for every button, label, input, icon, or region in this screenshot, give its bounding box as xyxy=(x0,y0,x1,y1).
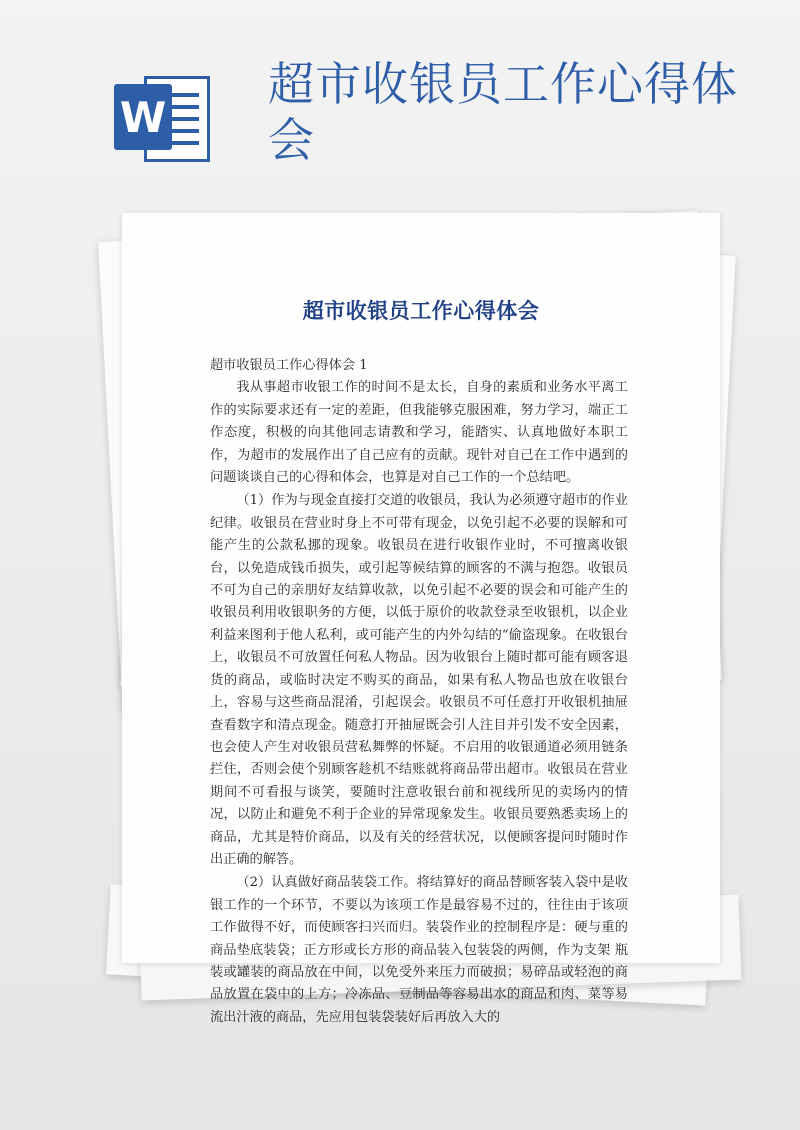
paragraph: （2）认真做好商品装袋工作。将结算好的商品替顾客装入袋中是收银工作的一个环节，不要以为该项工作是最容易不过的，往往由于该项工作做得不好，而使顾客扫兴而归。装袋作业的控制程序是：硬与重的商品垫底装袋；正方形或长方形的商品装入包装袋的两侧，作为支架 瓶装或罐装的商品放在中间，以免受外来压力而破损；易碎品或轻泡的商品放置在袋中的上方；冷冻品、豆制品等容易出水的商品和肉、菜等易流出汁液的商品，先应用包装袋装好后再放入大的 xyxy=(210,875,628,1025)
word-badge: W xyxy=(114,84,172,150)
paragraph: 我从事超市收银工作的时间不是太长，自身的素质和业务水平离工作的实际要求还有一定的差距，但我能够克服困难，努力学习，端正工作态度，积极的向其他同志请教和学习，能踏实、认真地做好本职工作，为超市的发展作出了自己应有的贡献。现针对自己在工作中遇到的问题谈谈自己的心得和体会，也算是对自己工作的一个总结吧。 xyxy=(210,380,628,486)
document-page xyxy=(122,213,720,1025)
document-body xyxy=(210,355,628,1029)
header-title: 超市收银员工作心得体会 xyxy=(268,57,738,167)
document-title: 超市收银员工作心得体会 xyxy=(302,299,540,323)
word-icon xyxy=(110,66,214,170)
paragraph: （1）作为与现金直接打交道的收银员，我认为必须遵守超市的作业纪律。收银员在营业时身上不可带有现金，以免引起不必要的误解和可能产生的公款私挪的现象。收银员在进行收银作业时，不可擅离收银台，以免造成钱币损失，或引起等候结算的顾客的不满与抱怨。收银员不可为自己的亲朋好友结算收款，以免引起不必要的误会和可能产生的收银员利用收银职务的方便，以低于原价的收款登录至收银机，以企业利益来图利于他人私利，或可能产生的内外勾结的“偷盗现象。在收银台上，收银员不可放置任何私人物品。因为收银台上随时都可能有顾客退货的商品，或临时决定不购买的商品，如果有私人物品也放在收银台上，容易与这些商品混淆，引起误会。收银员不可任意打开收银机抽屉查看数字和清点现金。随意打开抽屉既会引人注目并引发不安全因素，也会使人产生对收银员营私舞弊的怀疑。不启用的收银通道必须用链条拦住，否则会使个别顾客趁机不结账就将商品带出超市。收银员在营业期间不可看报与谈笑，要随时注意收银台前和视线所见的卖场内的情况，以防止和避免不利于企业的异常现象发生。收银员要熟悉卖场上的商品，尤其是特价商品，以及有关的经营状况，以便顾客提问时随时作出正确的解答。 xyxy=(210,493,628,867)
section-heading: 超市收银员工作心得体会 1 xyxy=(210,358,368,373)
